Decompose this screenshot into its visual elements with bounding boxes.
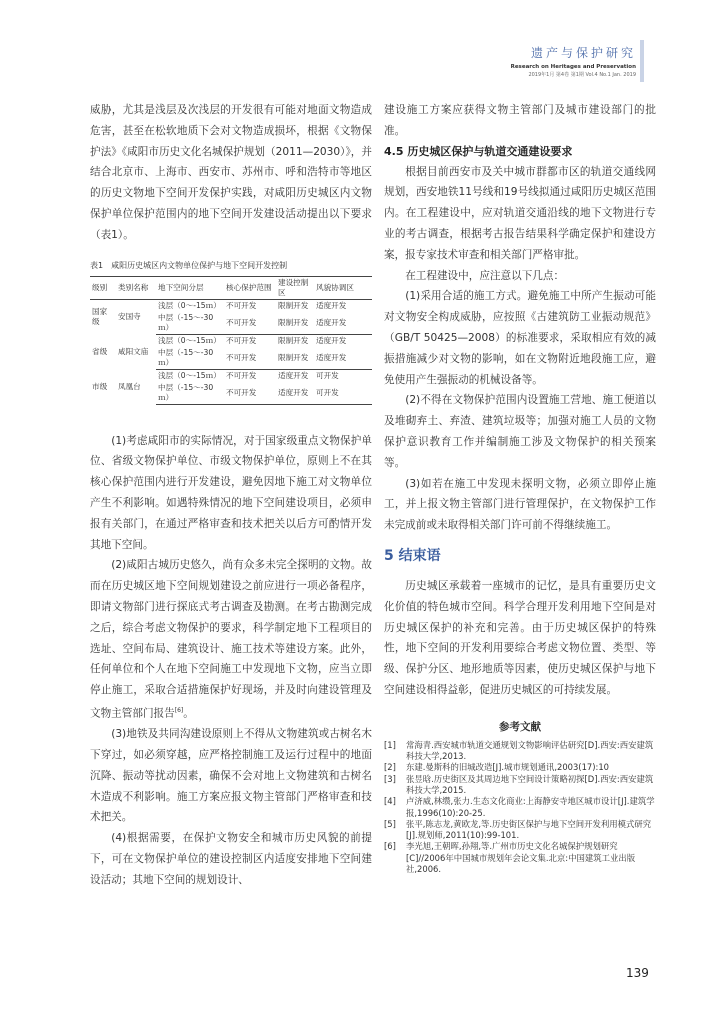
references-list <box>384 740 656 876</box>
table-row <box>90 334 372 347</box>
cell-control: 适度开发 <box>276 382 314 405</box>
paragraph-right-item-2: (2)不得在文物保护范围内设置施工营地、施工便道以及堆砌弃土、弃渣、建筑垃圾等；加强对施工人员的文物保护意识教育工作并编制施工涉及文物保护的相关预案等。 <box>384 394 656 469</box>
journal-issue: 2019年1月 第4卷 第1期 Vol.4 No.1 Jan. 2019 <box>528 72 636 78</box>
cell-layer: 浅层（0～-15ｍ） <box>158 335 221 345</box>
reference-item <box>384 762 656 773</box>
col-header-coord: 风貌协调区 <box>314 276 372 299</box>
cell-level: 省级 <box>92 346 108 356</box>
journal-title-cn: 遗产与保护研究 <box>530 46 636 60</box>
table-header-row <box>90 276 372 299</box>
reference-text: 常海青.西安城市轨道交通规划文物影响评估研究[D].西安:西安建筑科技大学,2013. <box>406 739 654 762</box>
cell-control: 适度开发 <box>278 370 309 380</box>
reference-number: [5] <box>384 818 396 829</box>
table-row <box>90 369 372 382</box>
cell-layer: 浅层（0～-15ｍ） <box>158 300 221 310</box>
cell-control: 限制开发 <box>276 312 314 335</box>
col-header-level: 级别 <box>90 276 116 299</box>
reference-number: [4] <box>384 796 396 807</box>
cell-layer: 浅层（0～-15ｍ） <box>158 370 221 380</box>
cell-core: 不可开发 <box>224 382 276 405</box>
reference-number: [1] <box>384 739 396 750</box>
page-number: 139 <box>626 966 649 980</box>
cell-core: 不可开发 <box>226 370 257 380</box>
header-accent-bar <box>640 40 644 82</box>
paragraph-4-5-a: 根据目前西安市及关中城市群都市区的轨道交通线网规划，西安地铁11号线和19号线拟通过咸阳历史城区范围内。在工程建设中，应对轨道交通沿线的地下文物进行专业的考古调查，根据考古报告结果科学确定保护和建设方案，报专家技术审查和相关部门严格审批。 <box>384 165 656 261</box>
left-column <box>90 100 372 891</box>
reference-text: 张昱晗.历史街区及其周边地下空间设计策略初探[D].西安:西安建筑科技大学,2015. <box>406 773 654 795</box>
reference-text: 卢济威,林缵,张力.生态文化商业:上海静安寺地区城市设计[J].建筑学报,1996(10):20-25. <box>406 796 655 818</box>
reference-item <box>384 841 656 875</box>
table-title: 咸阳历史城区内文物单位保护与地下空间开发控制 <box>111 260 288 270</box>
col-header-name: 类别名称 <box>116 276 156 299</box>
section-5-heading: 5 结束语 <box>384 547 441 564</box>
col-header-control: 建设控制区 <box>276 276 314 299</box>
cell-coord: 适度开发 <box>316 300 347 310</box>
cell-level: 市级 <box>92 381 108 391</box>
cell-control: 限制开发 <box>278 300 309 310</box>
paragraph-right-item-1: (1)采用合适的施工方式。避免施工中所产生振动可能对文物安全构成威胁，应按照《古建筑防工业振动规范》（GB/T 50425—2008）的标准要求，采取相应有效的减振措施减少对文物的影响，如在文物附近地段施工应，避免使用产生强振动的机械设备等。 <box>384 290 656 386</box>
cell-control: 限制开发 <box>276 347 314 370</box>
citation-6: [6] <box>174 706 184 714</box>
reference-text: 张平,陈志龙,黄欧龙,等.历史街区保护与地下空间开发利用模式研究[J].规划师,2011(10):99-101. <box>406 818 652 841</box>
reference-number: [2] <box>384 762 396 773</box>
cell-coord: 适度开发 <box>314 347 372 370</box>
cell-coord: 适度开发 <box>316 335 347 345</box>
paragraph-right-item-3: (3)如若在施工中发现未探明文物，必须立即停止施工，并上报文物主管部门进行管理保护，在文物保护工作未完成前或未取得相关部门许可前不得继续施工。 <box>384 477 656 532</box>
cell-coord: 可开发 <box>316 370 339 380</box>
reference-number: [6] <box>384 841 396 852</box>
paragraph-item-3: (3)地铁及共同沟建设原则上不得从文物建筑或古树名木下穿过，如必须穿越，应严格控制施工及运行过程中的地面沉降、振动等扰动因素，确保不会对地上文物建筑和古树名木造成不利影响。施工方案应报文物主管部门严格审查和技术把关。 <box>90 728 372 824</box>
paragraph-4-5-b: 在工程建设中，应注意以下几点： <box>405 269 565 282</box>
table-number: 表1 <box>90 260 104 270</box>
table-caption <box>90 260 372 271</box>
reference-item <box>384 819 656 842</box>
journal-header <box>511 44 636 78</box>
paragraph-item-4: (4)根据需要，在保护文物安全和城市历史风貌的前提下，可在文物保护单位的建设控制区内适度安排地下空间建设活动；其地下空间的规划设计、 <box>90 832 372 886</box>
paragraph-continued: 建设施工方案应获得文物主管部门及城市建设部门的批准。 <box>384 104 656 137</box>
reference-number: [3] <box>384 773 396 784</box>
reference-item <box>384 796 656 819</box>
right-column <box>384 100 656 875</box>
reference-item <box>384 774 656 797</box>
cell-name: 安国寺 <box>118 311 141 321</box>
reference-text: 东建.曼斯科的旧城改造[J].城市规划通讯,2003(17):10 <box>406 762 609 773</box>
cell-level: 国家级 <box>92 306 108 326</box>
cell-core: 不可开发 <box>224 347 276 370</box>
references-title: 参考文献 <box>499 720 541 733</box>
paragraph-item-2 <box>90 555 372 724</box>
reference-item <box>384 740 656 763</box>
col-header-layer: 地下空间分层 <box>156 276 224 299</box>
cell-name: 凤凰台 <box>118 381 141 391</box>
cell-coord: 可开发 <box>314 382 372 405</box>
paragraph-conclusion: 历史城区承载着一座城市的记忆，是具有重要历史文化价值的特色城市空间。科学合理开发利用地下空间是对历史城区保护的补充和完善。由于历史城区保护的特殊性，地下空间的开发利用要综合考虑文物位置、类型、等级、保护分区、地形地质等因素，使历史城区保护与地下空间建设相得益彰，促进历史城区的可持续发展。 <box>384 579 656 696</box>
cell-control: 限制开发 <box>278 335 309 345</box>
cell-layer: 中层（-15～-30ｍ） <box>156 347 224 370</box>
paragraph-item-1: (1)考虑咸阳市的实际情况，对于国家级重点文物保护单位、省级文物保护单位、市级文物保护单位，原则上不在其核心保护范围内进行开发建设，避免因地下施工对文物单位产生不利影响。如遇特殊情况的地下空间建设项目，必须申报有关部门，在通过严格审查和技术把关以后方可酌情开发其地下空间。 <box>90 434 372 551</box>
journal-title-en: Research on Heritages and Preservation <box>510 64 636 70</box>
cell-core: 不可开发 <box>224 312 276 335</box>
table-row <box>90 299 372 312</box>
cell-coord: 适度开发 <box>314 312 372 335</box>
paragraph-item-2-text: (2)咸阳古城历史悠久，尚有众多未完全探明的文物。故而在历史城区地下空间规划建设之前应进行一项必备程序，即请文物部门进行探底式考古调查及勘测。在考古勘测完成之后，综合考虑文物保护的要求，科学制定地下工程项目的选址、空间布局、建筑设计、施工技术等建设方案。此外，任何单位和个人在地下空间施工中发现地下文物，应当立即停止施工，采取合适措施保护好现场，并及时向建设管理及文物主管部门报告 <box>90 559 372 720</box>
section-4-5-heading: 4.5 历史城区保护与轨道交通建设要求 <box>384 144 573 158</box>
paragraph-item-2-end: 。 <box>183 707 194 720</box>
cell-core: 不可开发 <box>226 300 257 310</box>
cell-core: 不可开发 <box>226 335 257 345</box>
col-header-core: 核心保护范围 <box>224 276 276 299</box>
heritage-control-table <box>90 276 372 405</box>
paragraph-intro: 威胁，尤其是浅层及次浅层的开发很有可能对地面文物造成危害，甚至在松软地质下会对文物造成损坏，根据《文物保护法》《咸阳市历史文化名城保护规划（2011—2030）》，并结合北京市、上海市、西安市、苏州市、呼和浩特市等地区的历史文物地下空间开发保护实践，对咸阳历史城区内文物保护单位保护范围内的地下空间开发建设活动提出以下要求（表1）。 <box>90 104 372 241</box>
cell-name: 咸阳文庙 <box>118 346 149 356</box>
reference-text: 李光旭,王朝晖,孙翔,等.广州市历史文化名城保护规划研究[C]//2006年中国城市规划年会论文集.北京:中国建筑工业出版社,2006. <box>406 841 636 874</box>
cell-layer: 中层（-15～-30ｍ） <box>156 312 224 335</box>
cell-layer: 中层（-15～-30ｍ） <box>156 382 224 405</box>
